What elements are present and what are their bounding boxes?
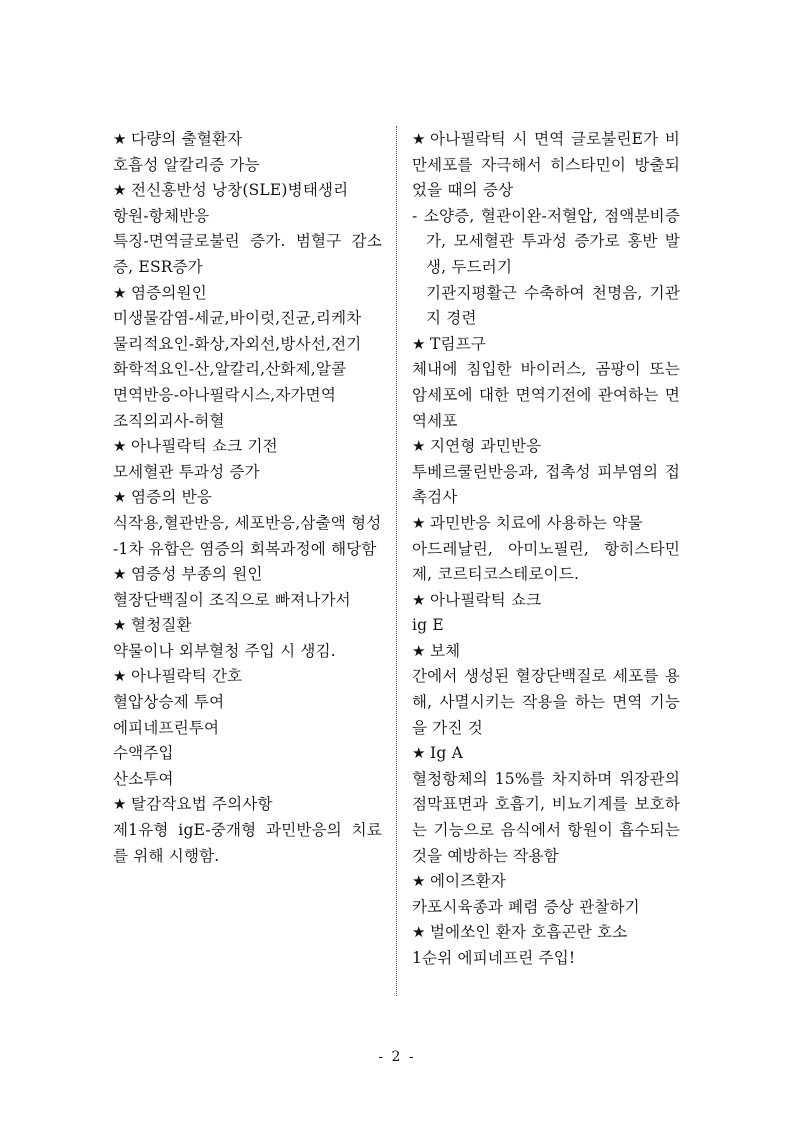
right-column <box>412 127 680 972</box>
note-line: 호흡성 알칼리증 가능 <box>113 155 260 174</box>
star-icon: ★ <box>412 437 426 456</box>
star-icon: ★ <box>412 130 426 148</box>
note-line: 특징-면역글로불린 증가. 범혈구 감소증, ESR증가 <box>113 232 382 276</box>
note-line: 아드레날린, 아미노필린, 항히스타민제, 코르티코스테로이드. <box>412 539 680 584</box>
note-line: 식작용,혈관반응, 세포반응,삼출액 형성 <box>113 513 382 532</box>
note-entry <box>113 434 382 485</box>
star-icon: ★ <box>113 488 127 507</box>
note-entry <box>412 332 680 434</box>
note-entry <box>113 562 382 613</box>
note-entry <box>113 485 382 562</box>
note-line: 에피네프린투여 <box>113 718 220 737</box>
note-heading: ★ 탈감작요법 주의사항 <box>113 792 382 818</box>
note-entry <box>113 664 382 792</box>
note-line: 화학적요인-산,알칼리,산화제,알콜 <box>113 360 347 379</box>
star-icon: ★ <box>113 565 127 584</box>
note-entry <box>113 178 382 280</box>
note-entry <box>412 588 680 639</box>
note-heading: ★ 과민반응 치료에 사용하는 약물 <box>412 511 680 537</box>
note-line: 물리적요인-화상,자외선,방사선,전기 <box>113 334 362 353</box>
star-icon: ★ <box>113 795 127 814</box>
note-heading: ★ 아나필락틱 쇼크 <box>412 588 680 614</box>
note-line: 혈장단백질이 조직으로 빠져나가서 <box>113 590 351 609</box>
note-line: 미생물감염-세균,바이럿,진균,리케차 <box>113 309 362 328</box>
note-line: 혈청항체의 15%를 차지하며 위장관의 점막표면과 호흡기, 비뇨기계를 보호하는 기능으로 음식에서 항원이 흡수되는 것을 예방하는 작용함 <box>412 769 680 865</box>
note-line: -1차 유합은 염증의 회복과정에 해당함 <box>113 539 377 558</box>
note-line: 1순위 에피네프린 주입! <box>412 949 576 967</box>
note-heading: ★ 염증의 반응 <box>113 485 382 511</box>
star-icon: ★ <box>113 616 127 635</box>
note-heading: ★ T림프구 <box>412 332 680 358</box>
note-line: 기관지평활근 수축하여 천명음, 기관지 경련 <box>426 283 680 328</box>
note-line: 면역반응-아나필락시스,자가면역 <box>113 385 336 404</box>
note-entry <box>113 281 382 435</box>
note-line: 항원-항체반응 <box>113 206 210 225</box>
column-divider <box>396 126 397 996</box>
note-line: ig E <box>412 616 444 635</box>
note-line: 혈압상승제 투여 <box>113 693 225 712</box>
note-line: - 소양증, 혈관이완-저혈압, 점액분비증가, 모세혈관 투과성 증가로 홍반 발생, 두드러기 <box>412 206 680 276</box>
note-entry <box>412 741 680 869</box>
note-heading: ★ 아나필락틱 쇼크 기전 <box>113 434 382 460</box>
note-line: 조직의괴사-허혈 <box>113 411 225 430</box>
star-icon: ★ <box>412 513 426 532</box>
note-heading: ★ Ig A <box>412 741 680 767</box>
note-entry <box>412 127 680 332</box>
note-line: 약물이나 외부혈청 주입 시 생김. <box>113 641 336 660</box>
note-line: 수액주입 <box>113 744 174 763</box>
star-icon: ★ <box>412 923 426 942</box>
note-line: 모세혈관 투과성 증가 <box>113 462 260 481</box>
note-entry <box>113 127 382 178</box>
page-number: - 2 - <box>378 1049 416 1065</box>
star-icon: ★ <box>113 130 127 148</box>
note-heading: ★ 아나필락틱 간호 <box>113 664 382 690</box>
star-icon: ★ <box>412 872 426 891</box>
note-heading: ★ 아나필락틱 시 면역 글로불린E가 비만세포를 자극해서 히스타민이 방출되었을 때의 증상 <box>412 127 680 204</box>
note-heading: ★ 다량의 출혈환자 <box>113 127 382 153</box>
note-line: 카포시육종과 폐렴 증상 관찰하기 <box>412 897 640 916</box>
note-line: 산소투여 <box>113 769 174 788</box>
star-icon: ★ <box>412 641 426 660</box>
left-column <box>113 127 382 869</box>
note-heading: ★ 전신홍반성 낭창(SLE)병태생리 <box>113 178 382 204</box>
note-entry <box>113 792 382 869</box>
note-entry <box>412 639 680 741</box>
note-entry <box>412 511 680 588</box>
note-line: 간에서 생성된 혈장단백질로 세포를 용해, 사멸시키는 작용을 하는 면역 기능을 가진 것 <box>412 667 680 737</box>
star-icon: ★ <box>113 437 127 456</box>
star-icon: ★ <box>412 334 426 353</box>
note-line: 제1유형 igE-중개형 과민반응의 치료를 위해 시행함. <box>113 821 382 865</box>
star-icon: ★ <box>113 667 127 686</box>
star-icon: ★ <box>412 744 426 763</box>
note-heading: ★ 혈청질환 <box>113 613 382 639</box>
star-icon: ★ <box>113 283 127 302</box>
note-line: 투베르쿨린반응과, 접촉성 피부염의 접촉검사 <box>412 462 680 507</box>
star-icon: ★ <box>412 590 426 609</box>
note-heading: ★ 에이즈환자 <box>412 869 680 895</box>
note-line: 체내에 침입한 바이러스, 곰팡이 또는 암세포에 대한 면역기전에 관여하는 면역세포 <box>412 360 680 430</box>
note-heading: ★ 보체 <box>412 639 680 665</box>
star-icon: ★ <box>113 181 127 200</box>
note-heading: ★ 벌에쏘인 환자 호흡곤란 호소 <box>412 920 680 946</box>
note-entry <box>412 920 680 971</box>
note-heading: ★ 염증의원인 <box>113 281 382 307</box>
note-heading: ★ 지연형 과민반응 <box>412 434 680 460</box>
note-entry <box>412 869 680 920</box>
note-entry <box>113 613 382 664</box>
note-heading: ★ 염증성 부종의 원인 <box>113 562 382 588</box>
note-entry <box>412 434 680 511</box>
